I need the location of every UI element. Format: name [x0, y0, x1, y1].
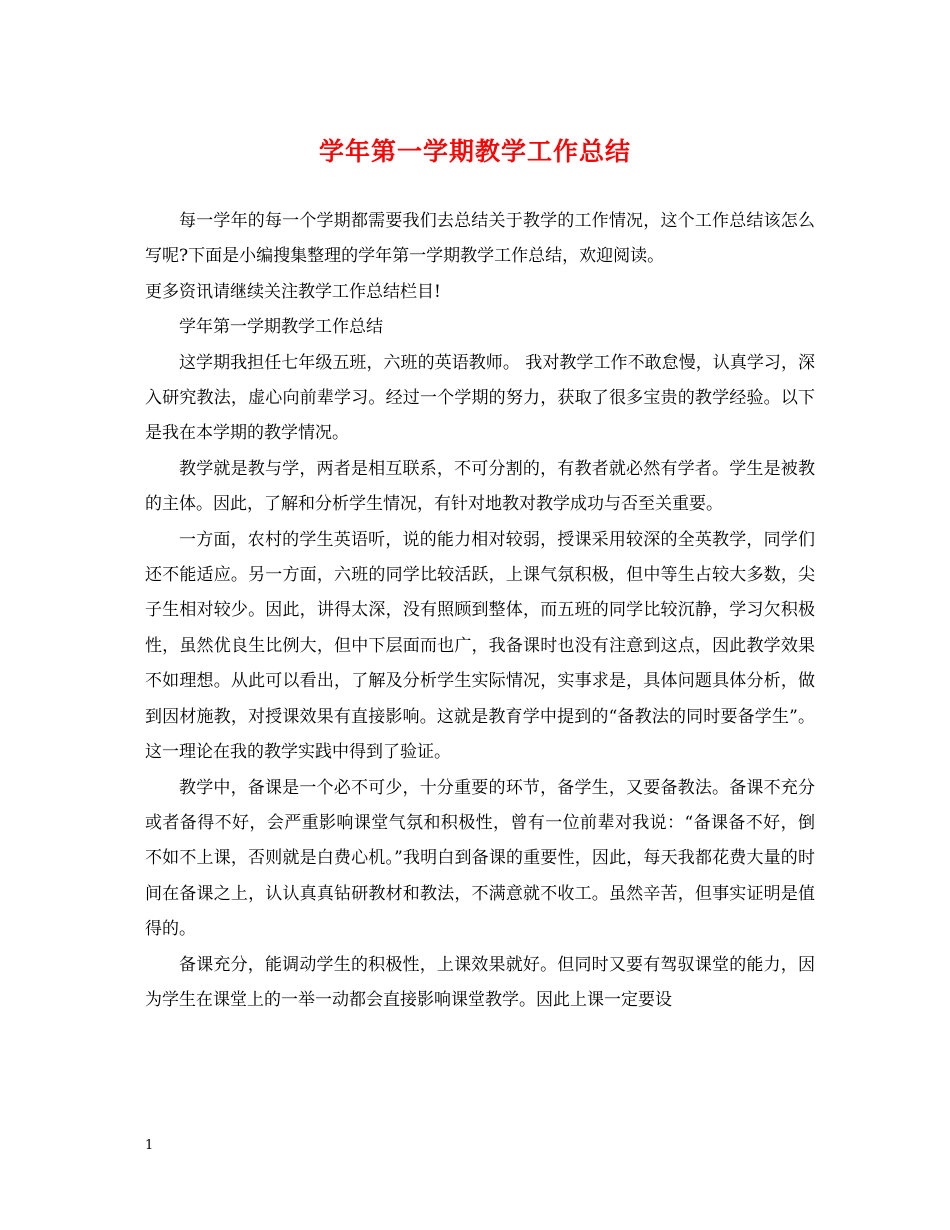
paragraph-teaching-learning: 教学就是教与学，两者是相互联系，不可分割的，有教者就必然有学者。学生是被教的主体。因此，了解和分析学生情况，有针对地教对教学成功与否至关重要。 [145, 458, 815, 515]
document-title: 学年第一学期教学工作总结 [318, 137, 631, 166]
paragraph-intro: 每一学年的每一个学期都需要我们去总结关于教学的工作情况，这个工作总结该怎么写呢?下面是小编搜集整理的学年第一学期教学工作总结，欢迎阅读。 [145, 211, 815, 267]
document-body [145, 204, 815, 1018]
paragraph-lesson-prep: 教学中，备课是一个必不可少，十分重要的环节，备学生，又要备教法。备课不充分或者备得不好，会严重影响课堂气氛和积极性，曾有一位前辈对我说：“备课备不好，倒不如不上课，否则就是白费心机。”我明白到备课的重要性，因此，每天我都花费大量的时间在备课之上，认认真真钻研教材和教法，不满意就不收工。虽然辛苦，但事实证明是值得的。 [145, 777, 815, 940]
paragraph-more-info: 更多资讯请继续关注教学工作总结栏目! [145, 281, 441, 302]
page-number: 1 [145, 1138, 154, 1153]
paragraph-subtitle: 学年第一学期教学工作总结 [179, 317, 383, 338]
paragraph-classroom-control: 备课充分，能调动学生的积极性，上课效果就好。但同时又要有驾驭课堂的能力，因为学生在课堂上的一举一动都会直接影响课堂教学。因此上课一定要设 [145, 954, 815, 1010]
paragraph-student-analysis: 一方面，农村的学生英语听，说的能力相对较弱，授课采用较深的全英教学，同学们还不能适应。另一方面，六班的同学比较活跃，上课气氛积极，但中等生占较大多数，尖子生相对较少。因此，讲得太深，没有照顾到整体，而五班的同学比较沉静，学习欠积极性，虽然优良生比例大，但中下层面而也广，我备课时也没有注意到这点，因此教学效果不如理想。从此可以看出，了解及分析学生实际情况，实事求是，具体问题具体分析，做到因材施教，对授课效果有直接影响。这就是教育学中提到的“备教法的同时要备学生”。这一理论在我的教学实践中得到了验证。 [145, 529, 815, 763]
paragraph-teacher-role: 这学期我担任七年级五班，六班的英语教师。 我对教学工作不敢怠慢，认真学习，深入研究教法，虚心向前辈学习。经过一个学期的努力，获取了很多宝贵的教学经验。以下是我在本学期的教学情况。 [145, 352, 815, 444]
